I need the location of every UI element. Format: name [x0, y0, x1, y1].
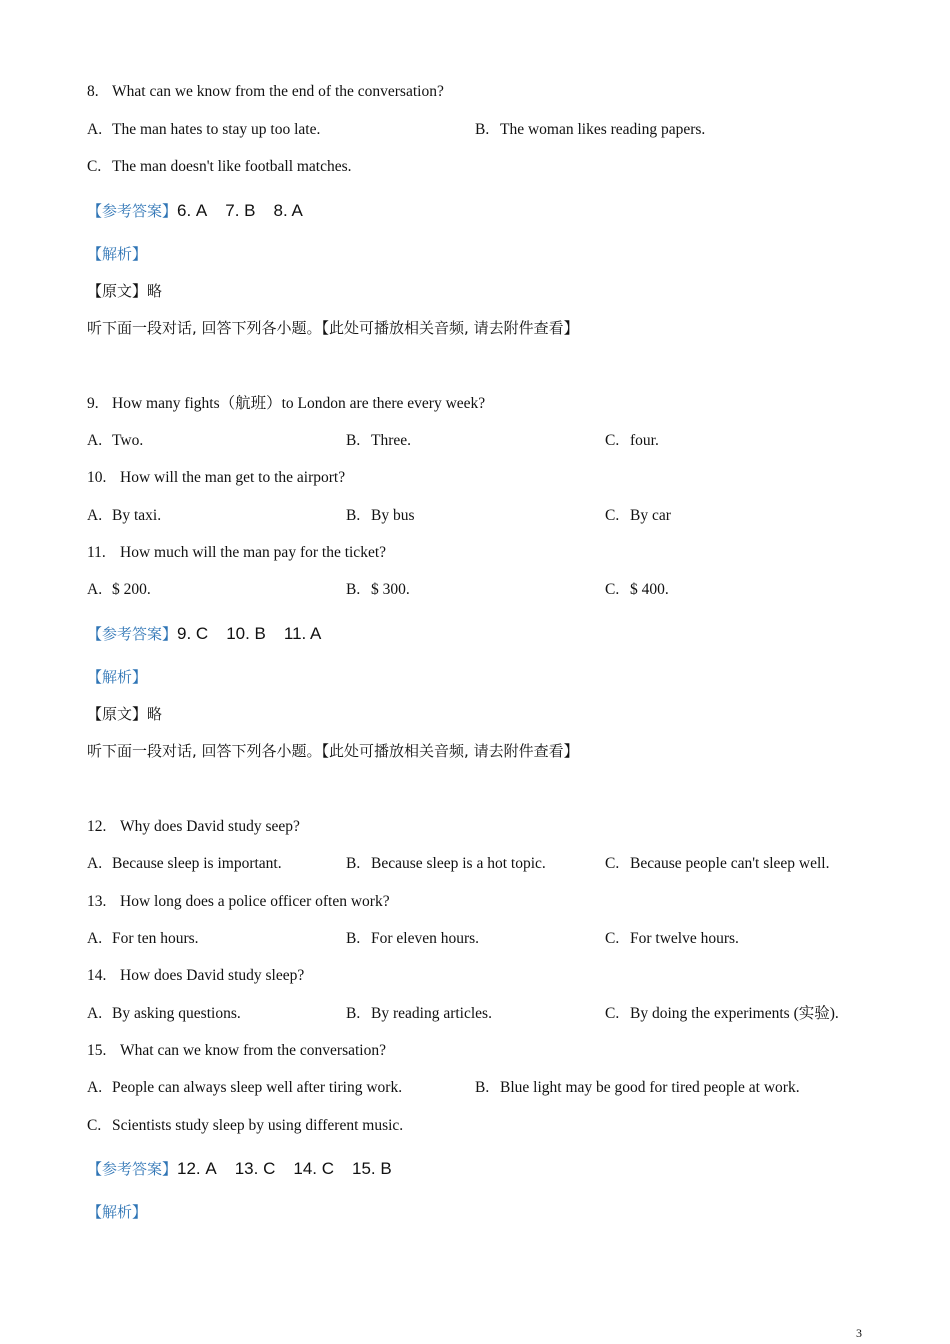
question-text: How much will the man pay for the ticket?	[120, 544, 387, 561]
original-text: 【原文】略	[87, 705, 163, 723]
option-text: By asking questions.	[112, 1005, 241, 1022]
option-text: The man hates to stay up too late.	[112, 121, 321, 138]
answer-key	[87, 200, 321, 223]
option-c	[605, 506, 671, 526]
question-text: What can we know from the end of the conversation?	[112, 83, 444, 100]
answer-values	[177, 624, 339, 643]
option-text: By reading articles.	[371, 1005, 492, 1022]
answer-key	[87, 623, 339, 646]
option-label: B.	[346, 507, 361, 524]
answer-values	[177, 201, 321, 220]
option-text: four.	[630, 432, 659, 449]
option-b	[475, 120, 705, 140]
question-text: How many fights（航班）to London are there every week?	[112, 395, 486, 412]
option-label: C.	[605, 930, 620, 947]
question-number: 12.	[87, 818, 107, 835]
option-a	[87, 120, 320, 140]
option-text: For ten hours.	[112, 930, 199, 947]
question-text: What can we know from the conversation?	[120, 1042, 386, 1059]
option-text: Two.	[112, 432, 144, 449]
option-label: C.	[605, 507, 620, 524]
answer-values	[177, 1159, 410, 1178]
option-text: $ 200.	[112, 581, 151, 598]
option-text: Three.	[371, 432, 412, 449]
answer-item: 11. A	[283, 624, 322, 643]
option-label: C.	[87, 1117, 102, 1134]
option-label: B.	[346, 1005, 361, 1022]
listening-instruction: 听下面一段对话, 回答下列各小题。【此处可播放相关音频, 请去附件查看】	[87, 742, 579, 760]
option-label: C.	[87, 158, 102, 175]
question-number: 10.	[87, 469, 107, 486]
option-text: The woman likes reading papers.	[500, 121, 706, 138]
option-c	[87, 157, 352, 177]
option-label: A.	[87, 1005, 103, 1022]
answer-item: 9. C	[177, 624, 209, 643]
question-12	[87, 817, 300, 837]
option-label: A.	[87, 855, 103, 872]
option-label: A.	[87, 930, 103, 947]
question-8	[87, 82, 444, 102]
option-text: The man doesn't like football matches.	[112, 158, 352, 175]
question-text: How long does a police officer often work?	[120, 893, 390, 910]
option-label: B.	[475, 1079, 490, 1096]
option-label: C.	[605, 855, 620, 872]
option-label: B.	[475, 121, 490, 138]
option-b	[346, 854, 546, 874]
question-number: 8.	[87, 83, 99, 100]
option-text: For eleven hours.	[371, 930, 480, 947]
option-b	[346, 1004, 492, 1024]
question-9	[87, 394, 485, 414]
analysis-heading: 【解析】	[87, 245, 148, 263]
option-c	[87, 1116, 403, 1136]
question-number: 15.	[87, 1042, 107, 1059]
answer-key	[87, 1158, 410, 1181]
question-text: How will the man get to the airport?	[120, 469, 346, 486]
answer-item: 8. A	[273, 201, 303, 220]
listening-instruction: 听下面一段对话, 回答下列各小题。【此处可播放相关音频, 请去附件查看】	[87, 319, 579, 337]
answer-item: 14. C	[293, 1159, 334, 1178]
option-label: A.	[87, 1079, 103, 1096]
option-text: Blue light may be good for tired people at work.	[500, 1079, 800, 1096]
option-label: A.	[87, 432, 103, 449]
option-a	[87, 1078, 402, 1098]
answer-item: 12. A	[177, 1159, 217, 1178]
answer-item: 7. B	[225, 201, 256, 220]
option-b	[475, 1078, 800, 1098]
analysis-heading: 【解析】	[87, 1203, 148, 1221]
option-a	[87, 854, 282, 874]
analysis-heading: 【解析】	[87, 668, 148, 686]
option-label: B.	[346, 432, 361, 449]
option-a	[87, 929, 199, 949]
option-text: For twelve hours.	[630, 930, 739, 947]
original-text: 【原文】略	[87, 282, 163, 300]
question-text: How does David study sleep?	[120, 967, 305, 984]
option-b	[346, 929, 479, 949]
question-13	[87, 892, 390, 912]
option-a	[87, 431, 143, 451]
option-a	[87, 506, 161, 526]
option-a	[87, 580, 151, 600]
option-c	[605, 929, 739, 949]
option-text: By doing the experiments (实验).	[630, 1005, 839, 1022]
option-label: B.	[346, 855, 361, 872]
question-number: 13.	[87, 893, 107, 910]
question-number: 11.	[87, 544, 106, 561]
option-text: $ 400.	[630, 581, 669, 598]
option-b	[346, 580, 410, 600]
option-label: B.	[346, 930, 361, 947]
answer-item: 15. B	[352, 1159, 392, 1178]
answer-tag: 【参考答案】	[87, 1160, 178, 1178]
option-label: B.	[346, 581, 361, 598]
option-b	[346, 506, 415, 526]
option-text: $ 300.	[371, 581, 410, 598]
question-text: Why does David study seep?	[120, 818, 300, 835]
question-number: 14.	[87, 967, 107, 984]
option-a	[87, 1004, 241, 1024]
option-text: By bus	[371, 507, 415, 524]
option-text: Because sleep is a hot topic.	[371, 855, 546, 872]
answer-item: 6. A	[177, 201, 208, 220]
answer-item: 10. B	[226, 624, 266, 643]
option-label: C.	[605, 1005, 620, 1022]
question-14	[87, 966, 304, 986]
option-label: C.	[605, 432, 620, 449]
option-b	[346, 431, 411, 451]
option-text: Because sleep is important.	[112, 855, 282, 872]
page-number: 3	[856, 1326, 862, 1340]
question-11	[87, 543, 386, 563]
option-c	[605, 854, 829, 874]
option-c	[605, 431, 659, 451]
option-text: By taxi.	[112, 507, 162, 524]
answer-tag: 【参考答案】	[87, 625, 178, 643]
option-label: A.	[87, 121, 103, 138]
option-c	[605, 1004, 839, 1024]
option-label: C.	[605, 581, 620, 598]
question-15	[87, 1041, 386, 1061]
answer-item: 13. C	[234, 1159, 276, 1178]
option-text: People can always sleep well after tiring work.	[112, 1079, 403, 1096]
option-text: Because people can't sleep well.	[630, 855, 830, 872]
question-number: 9.	[87, 395, 99, 412]
answer-tag: 【参考答案】	[87, 202, 178, 220]
option-text: By car	[630, 507, 671, 524]
option-label: A.	[87, 507, 103, 524]
question-10	[87, 468, 345, 488]
option-text: Scientists study sleep by using different music.	[112, 1117, 404, 1134]
option-c	[605, 580, 669, 600]
option-label: A.	[87, 581, 103, 598]
